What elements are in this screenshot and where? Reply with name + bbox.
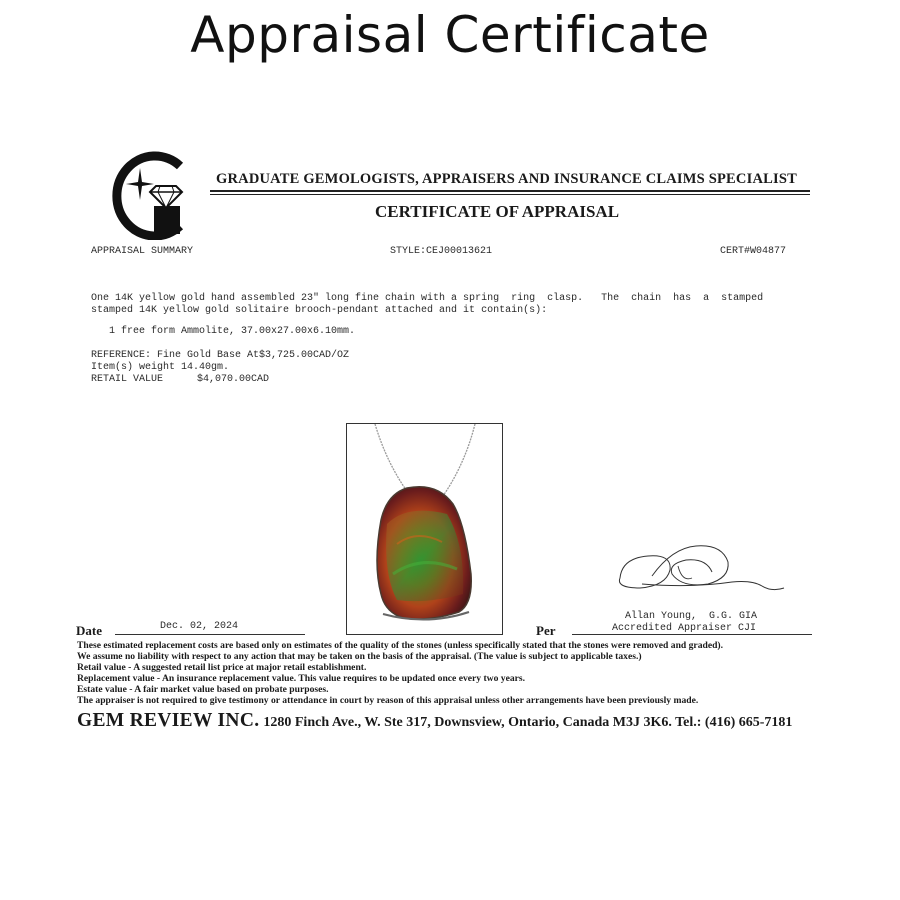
gem-logo-icon [102,148,188,240]
date-value: Dec. 02, 2024 [160,621,239,632]
disclaimer-line: We assume no liability with respect to any action that may be taken on the basis of the appraisal. (The value is subject to applicable taxes.) [77,650,642,662]
date-line [115,634,305,635]
appraiser-title: Accredited Appraiser CJI [612,623,757,634]
stone-description: 1 free form Ammolite, 37.00x27.00x6.10mm. [91,326,356,337]
disclaimer-line: Estate value - A fair market value based on probate purposes. [77,683,329,695]
company-footer [77,710,792,732]
page-title: Appraisal Certificate [190,6,710,64]
retail-value-label: RETAIL VALUE [91,374,164,385]
weight-line: Item(s) weight 14.40gm. [91,362,230,373]
appraisal-summary-label: APPRAISAL SUMMARY [91,246,194,257]
disclaimer-line: Replacement value - An insurance replacement value. This value requires to be updated once every two years. [77,672,526,684]
date-label: Date [76,623,102,638]
disclaimer-line: These estimated replacement costs are based only on estimates of the quality of the stones (unless specifically stated that the stones were removed and graded). [77,640,724,651]
certificate-heading: CERTIFICATE OF APPRAISAL [375,202,620,221]
disclaimer-block [77,641,837,706]
pendant-photo [346,423,503,635]
retail-value-amount: $4,070.00CAD [197,374,270,385]
per-line [572,634,812,635]
description-line-1: One 14K yellow gold hand assembled 23" long fine chain with a spring ring clasp. The chain has a stamped [91,293,764,304]
appraiser-signature-icon [612,538,788,602]
header-rule-thin [210,194,810,195]
description-line-2: stamped 14K yellow gold solitaire brooch-pendant attached and it contain(s): [91,305,548,316]
per-label: Per [536,623,556,638]
header-rule [210,190,810,192]
appraiser-name: Allan Young, G.G. GIA [625,611,758,622]
ammolite-pendant-image [347,424,502,634]
cert-number: CERT#W04877 [720,246,787,257]
disclaimer-line: Retail value - A suggested retail list price at major retail establishment. [77,661,367,673]
company-address: 1280 Finch Ave., W. Ste 317, Downsview, Ontario, Canada M3J 3K6. Tel.: (416) 665-7181 [263,715,793,730]
firm-tagline: GRADUATE GEMOLOGISTS, APPRAISERS AND INSURANCE CLAIMS SPECIALIST [216,171,797,187]
reference-line: REFERENCE: Fine Gold Base At$3,725.00CAD/OZ [91,350,350,361]
disclaimer-line: The appraiser is not required to give testimony or attendance in court by reason of this appraisal unless other arrangements have been previously made. [77,694,699,706]
company-name: GEM REVIEW INC. [77,710,260,731]
style-number: STYLE:CEJ00013621 [390,246,493,257]
